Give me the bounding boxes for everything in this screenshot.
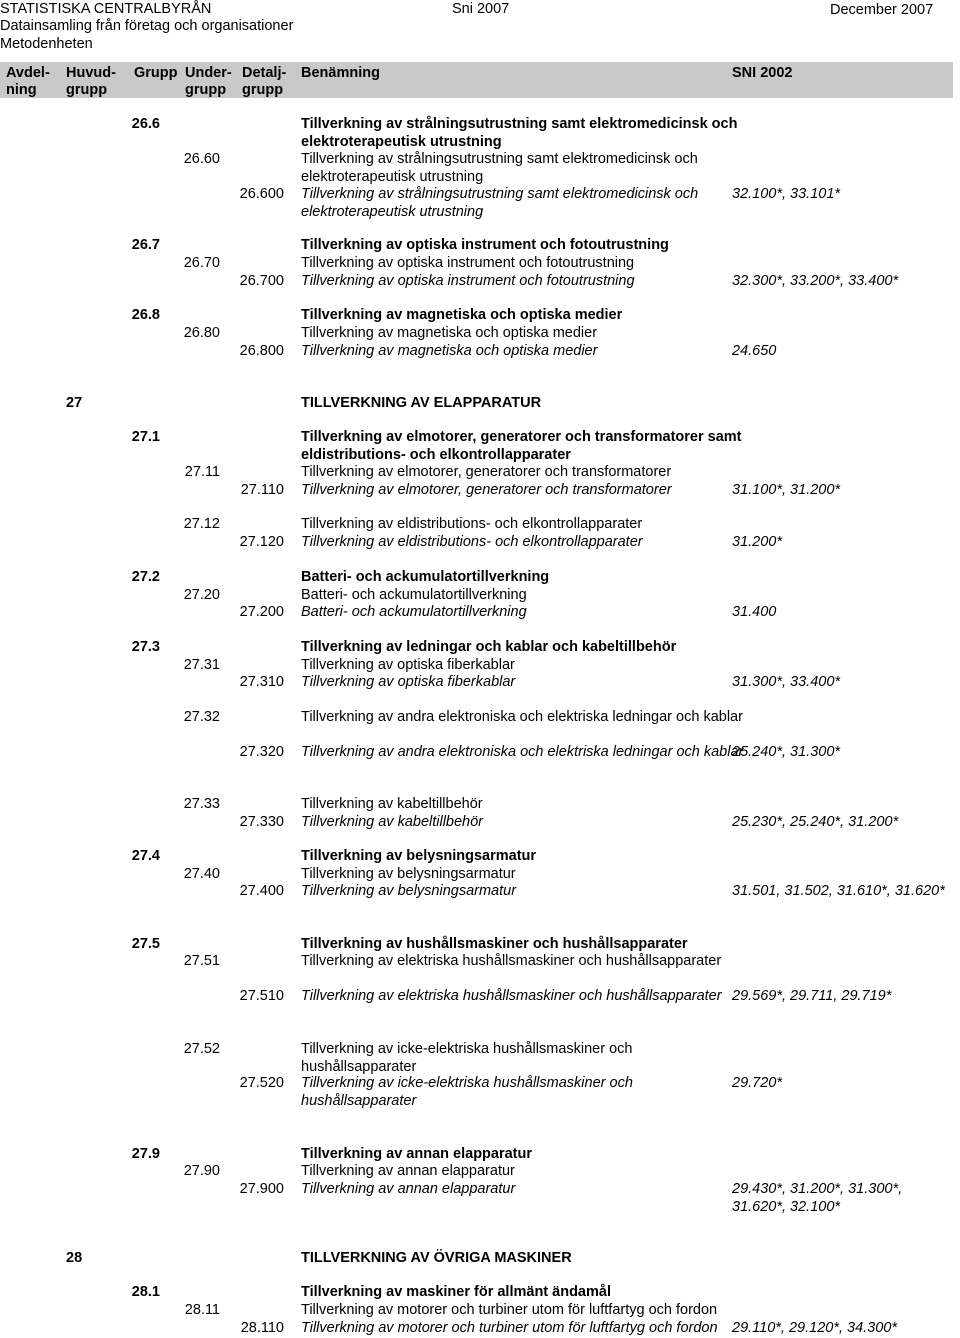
row-sni: 31.501, 31.502, 31.610*, 31.620* — [732, 883, 945, 899]
row-code: 27.33 — [183, 796, 220, 812]
row-sni: 32.100*, 33.101* — [732, 186, 841, 202]
row-name: Tillverkning av icke-elektriska hushållsmaskiner och — [301, 1075, 633, 1091]
row-code: 28.1 — [131, 1284, 160, 1300]
row-sni: 29.430*, 31.200*, 31.300*, — [732, 1181, 903, 1197]
row-name: Tillverkning av annan elapparatur — [301, 1181, 516, 1197]
col-undergrupp-2: grupp — [185, 82, 227, 98]
row-name: TILLVERKNING AV ÖVRIGA MASKINER — [301, 1250, 572, 1266]
row-name: Tillverkning av elektriska hushållsmaskiner och hushållsapparater — [301, 988, 722, 1004]
date-label: December 2007 — [830, 2, 934, 18]
row-code: 28.11 — [184, 1302, 220, 1318]
row-code: 27.90 — [183, 1163, 220, 1179]
row-name: Tillverkning av hushållsmaskiner och hushållsapparater — [301, 936, 688, 952]
column-header — [0, 62, 953, 98]
row-code: 27.12 — [183, 516, 220, 532]
row-code: 26.80 — [183, 325, 220, 341]
row-name: Tillverkning av optiska instrument och fotoutrustning — [301, 237, 669, 253]
row-code: 26.7 — [131, 237, 160, 253]
col-undergrupp: Under- — [185, 65, 232, 81]
row-name: Tillverkning av motorer och turbiner utom för luftfartyg och fordon — [301, 1320, 718, 1336]
row-sni: 29.720* — [732, 1075, 782, 1091]
row-name: Tillverkning av optiska instrument och fotoutrustning — [301, 255, 635, 271]
row-code: 26.6 — [131, 116, 160, 132]
org-name: STATISTISKA CENTRALBYRÅN — [0, 1, 212, 17]
row-code: 27.2 — [131, 569, 160, 585]
row-name: Tillverkning av strålningsutrustning samt elektromedicinsk och — [301, 151, 698, 167]
department-name: Datainsamling från företag och organisationer — [0, 18, 294, 34]
row-code: 27.20 — [183, 587, 220, 603]
row-name-cont: hushållsapparater — [301, 1058, 417, 1075]
row-code: 27.9 — [131, 1146, 160, 1162]
row-code: 26.8 — [131, 307, 160, 323]
row-sni: 31.100*, 31.200* — [732, 482, 841, 498]
row-name-cont: hushållsapparater — [301, 1092, 417, 1109]
row-code: 27.31 — [183, 657, 220, 673]
col-grupp: Grupp — [134, 65, 178, 81]
col-benamning: Benämning — [301, 65, 380, 81]
row-code: 27.4 — [131, 848, 160, 864]
row-code: 27.5 — [131, 936, 160, 952]
row-name: Tillverkning av belysningsarmatur — [301, 866, 516, 882]
col-sni2002: SNI 2002 — [732, 65, 793, 81]
row-name: Tillverkning av annan elapparatur — [301, 1163, 515, 1179]
row-code: 27 — [66, 395, 83, 411]
row-name: Tillverkning av elmotorer, generatorer och transformatorer — [301, 482, 672, 498]
row-name: Tillverkning av magnetiska och optiska medier — [301, 307, 623, 323]
col-detaljgrupp-2: grupp — [242, 82, 284, 98]
row-name: Tillverkning av strålningsutrustning samt elektromedicinsk och — [301, 116, 738, 132]
row-name: Tillverkning av optiska fiberkablar — [301, 674, 516, 690]
col-huvudgrupp: Huvud- — [66, 65, 116, 81]
row-name: Tillverkning av ledningar och kablar och kabeltillbehör — [301, 639, 677, 655]
row-code: 28.110 — [240, 1320, 284, 1336]
row-name: Tillverkning av belysningsarmatur — [301, 883, 517, 899]
row-name: Tillverkning av eldistributions- och elkontrollapparater — [301, 516, 643, 532]
row-sni: 29.569*, 29.711, 29.719* — [732, 988, 892, 1004]
row-code: 27.11 — [184, 464, 220, 480]
row-name-cont: elektroterapeutisk utrustning — [301, 203, 484, 220]
row-code: 27.310 — [239, 674, 284, 690]
row-sni: 31.300*, 33.400* — [732, 674, 841, 690]
row-code: 26.700 — [239, 273, 284, 289]
row-sni: 31.200* — [732, 534, 782, 550]
row-name: Tillverkning av elektriska hushållsmaskiner och hushållsapparater — [301, 953, 722, 969]
row-name: Tillverkning av kabeltillbehör — [301, 814, 484, 830]
row-name: TILLVERKNING AV ELAPPARATUR — [301, 395, 542, 411]
row-name: Tillverkning av magnetiska och optiska medier — [301, 343, 598, 359]
row-name-cont: elektroterapeutisk utrustning — [301, 168, 484, 185]
row-code: 27.52 — [183, 1041, 220, 1057]
row-code: 26.60 — [183, 151, 220, 167]
row-code: 27.3 — [131, 639, 160, 655]
row-name: Tillverkning av belysningsarmatur — [301, 848, 537, 864]
row-code: 27.51 — [183, 953, 220, 969]
row-code: 27.32 — [183, 709, 220, 725]
row-name: Tillverkning av andra elektroniska och elektriska ledningar och kablar — [301, 709, 743, 725]
row-name: Tillverkning av magnetiska och optiska medier — [301, 325, 598, 341]
row-code: 28 — [66, 1250, 83, 1266]
row-code: 27.110 — [240, 482, 284, 498]
row-code: 27.330 — [239, 814, 284, 830]
row-code: 27.1 — [131, 429, 160, 445]
row-name: Batteri- och ackumulatortillverkning — [301, 604, 527, 620]
row-code: 27.400 — [239, 883, 284, 899]
row-name-cont: elektroterapeutisk utrustning — [301, 133, 502, 150]
col-detaljgrupp: Detalj- — [242, 65, 287, 81]
row-name: Tillverkning av andra elektroniska och elektriska ledningar och kablar — [301, 744, 744, 760]
unit-name: Metodenheten — [0, 36, 93, 52]
row-name: Tillverkning av optiska instrument och fotoutrustning — [301, 273, 635, 289]
row-code: 27.520 — [239, 1075, 284, 1091]
row-name: Tillverkning av strålningsutrustning samt elektromedicinsk och — [301, 186, 699, 202]
row-sni: 32.300*, 33.200*, 33.400* — [732, 273, 899, 289]
row-name: Tillverkning av eldistributions- och elkontrollapparater — [301, 534, 643, 550]
row-code: 27.510 — [239, 988, 284, 1004]
col-avdelning: Avdel- — [6, 65, 50, 81]
col-avdelning-2: ning — [6, 82, 37, 98]
row-name: Tillverkning av motorer och turbiner utom för luftfartyg och fordon — [301, 1302, 718, 1318]
edition-label: Sni 2007 — [452, 1, 510, 17]
row-sni: 24.650 — [732, 343, 777, 359]
row-name: Tillverkning av icke-elektriska hushållsmaskiner och — [301, 1041, 633, 1057]
col-huvudgrupp-2: grupp — [66, 82, 108, 98]
row-code: 26.600 — [239, 186, 284, 202]
row-code: 27.200 — [239, 604, 284, 620]
row-name: Batteri- och ackumulatortillverkning — [301, 569, 550, 585]
row-sni: 31.400 — [732, 604, 777, 620]
row-code: 26.800 — [239, 343, 284, 359]
row-code: 27.900 — [239, 1181, 284, 1197]
row-code: 27.320 — [239, 744, 284, 760]
row-code: 27.40 — [183, 866, 220, 882]
row-code: 27.120 — [239, 534, 284, 550]
row-name-cont: eldistributions- och elkontrollapparater — [301, 446, 571, 463]
row-sni: 29.110*, 29.120*, 34.300* — [732, 1320, 898, 1336]
row-name: Tillverkning av elmotorer, generatorer och transformatorer samt — [301, 429, 742, 445]
row-name: Tillverkning av elmotorer, generatorer och transformatorer — [301, 464, 672, 480]
row-sni: 25.230*, 25.240*, 31.200* — [732, 814, 899, 830]
row-sni-cont: 31.620*, 32.100* — [732, 1198, 841, 1215]
row-code: 26.70 — [183, 255, 220, 271]
row-name: Tillverkning av optiska fiberkablar — [301, 657, 515, 673]
row-name: Tillverkning av maskiner för allmänt ändamål — [301, 1284, 611, 1300]
row-name: Batteri- och ackumulatortillverkning — [301, 587, 527, 603]
row-sni: 25.240*, 31.300* — [732, 744, 841, 760]
row-name: Tillverkning av kabeltillbehör — [301, 796, 483, 812]
row-name: Tillverkning av annan elapparatur — [301, 1146, 533, 1162]
